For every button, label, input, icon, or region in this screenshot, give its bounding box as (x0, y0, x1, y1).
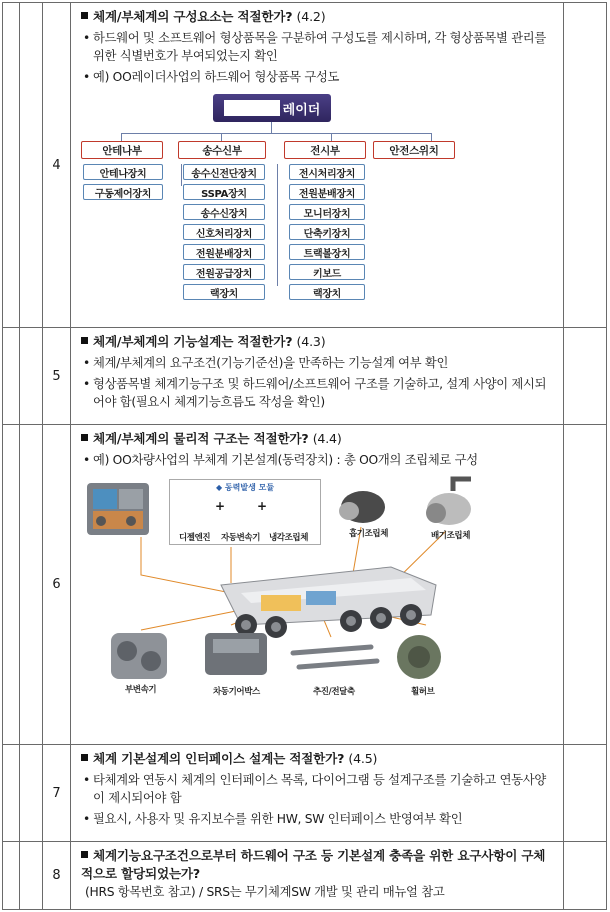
powertrain-figure (81, 475, 555, 697)
org-item: 전원공급장치 (183, 264, 265, 280)
label-cooling-assembly: 냉각조립체 (269, 533, 309, 543)
bullet-text: • 예) OO레이더사업의 하드웨어 형상품목 구성도 (81, 68, 555, 86)
label-shaft: 추진/전달축 (313, 687, 355, 697)
bullet-text: • 하드웨어 및 소프트웨어 형상품목을 구분하여 구성도를 제시하며, 각 형상품목별 관리를 위한 식별번호가 부여되었는지 확인 (81, 29, 555, 65)
question: 체계/부체계의 물리적 구조는 적절한가? (4.4) (81, 430, 555, 448)
org-item: 송수신전단장치 (183, 164, 265, 180)
org-item: 랙장치 (289, 284, 365, 300)
note-text: (HRS 항목번호 참고) / SRS는 무기체계SW 개발 및 관리 매뉴얼 참고 (85, 885, 445, 899)
org-item: 구동제어장치 (83, 184, 163, 200)
redacted-name (224, 100, 280, 116)
org-head-safety-switch: 안전스위치 (373, 141, 455, 159)
row-number: 8 (43, 842, 71, 910)
org-item: 송수신장치 (183, 204, 265, 220)
question: 체계기능요구조건으로부터 하드웨어 구조 등 기본설계 충족을 위한 요구사항이 구체적으로 할당되었는가? (81, 848, 546, 881)
org-item: 전원분배장치 (183, 244, 265, 260)
bullet-text: • 필요시, 사용자 및 유지보수를 위한 HW, SW 인터페이스 반영여부 확인 (81, 810, 555, 828)
square-bullet-icon (81, 851, 88, 858)
row-number: 6 (43, 425, 71, 745)
row-content (71, 3, 564, 328)
question: 체계/부체계의 구성요소는 적절한가? (4.2) (81, 8, 555, 26)
plus-sign: + (215, 499, 226, 513)
org-item: 키보드 (289, 264, 365, 280)
org-item: 트랙볼장치 (289, 244, 365, 260)
square-bullet-icon (81, 12, 88, 19)
engine-pack-image (87, 483, 149, 535)
org-head-display: 전시부 (284, 141, 366, 159)
table-row (3, 842, 607, 910)
org-item: 안테나장치 (83, 164, 163, 180)
square-bullet-icon (81, 434, 88, 441)
org-root: 레이더 (213, 94, 331, 122)
org-item: 단축키장치 (289, 224, 365, 240)
row-content (71, 745, 564, 842)
label-gearbox: 차동기어박스 (213, 687, 260, 697)
plus-sign: + (257, 499, 268, 513)
radar-hw-org-chart (81, 94, 555, 322)
table-row (3, 425, 607, 745)
org-item: SSPA장치 (183, 184, 265, 200)
table-row (3, 745, 607, 842)
org-head-transceiver: 송수신부 (178, 141, 266, 159)
intake-exhaust-images (339, 479, 471, 525)
org-item: 전원분배장치 (289, 184, 365, 200)
org-item: 모니터장치 (289, 204, 365, 220)
table-row (3, 328, 607, 425)
row-number: 7 (43, 745, 71, 842)
label-intake: 흡기조립체 (349, 529, 389, 539)
org-item: 전시처리장치 (289, 164, 365, 180)
org-item: 랙장치 (183, 284, 265, 300)
label-auto-transmission: 자동변속기 (221, 533, 261, 543)
row-content (71, 425, 564, 745)
row-content (71, 328, 564, 425)
bullet-text: • 체계/부체계의 요구조건(기능기준선)을 만족하는 기능설계 여부 확인 (81, 354, 555, 372)
bullet-text: • 타체계와 연동시 체계의 인터페이스 목록, 다이어그램 등 설계구조를 기술하고 연동사양이 제시되어야 함 (81, 771, 555, 807)
label-diesel-engine: 디젤엔진 (179, 533, 211, 543)
table-row (3, 3, 607, 328)
bullet-text: • 형상품목별 체계기능구조 및 하드웨어/소프트웨어 구조를 기술하고, 설계 사양이 제시되어야 함(필요시 체계기능흐름도 작성을 확인) (81, 375, 555, 411)
vehicle-hull-image (221, 567, 436, 638)
row-content (71, 842, 564, 910)
bullet-text: • 예) OO차량사업의 부체계 기본설계(동력장치) : 총 OO개의 조립체로 구성 (81, 451, 555, 469)
bottom-component-images (111, 633, 441, 679)
label-hub: 휠허브 (411, 687, 435, 697)
question: 체계 기본설계의 인터페이스 설계는 적절한가? (4.5) (81, 750, 555, 768)
row-number: 5 (43, 328, 71, 425)
label-exhaust: 배기조립체 (431, 531, 471, 541)
org-item: 신호처리장치 (183, 224, 265, 240)
square-bullet-icon (81, 754, 88, 761)
review-checklist-table (2, 2, 607, 910)
row-number: 4 (43, 3, 71, 328)
org-head-antenna: 안테나부 (81, 141, 163, 159)
question: 체계/부체계의 기능설계는 적절한가? (4.3) (81, 333, 555, 351)
label-reduction: 부변속기 (125, 685, 157, 695)
power-module-group: ◆ 동력발생 모듈 (169, 479, 321, 545)
square-bullet-icon (81, 337, 88, 344)
